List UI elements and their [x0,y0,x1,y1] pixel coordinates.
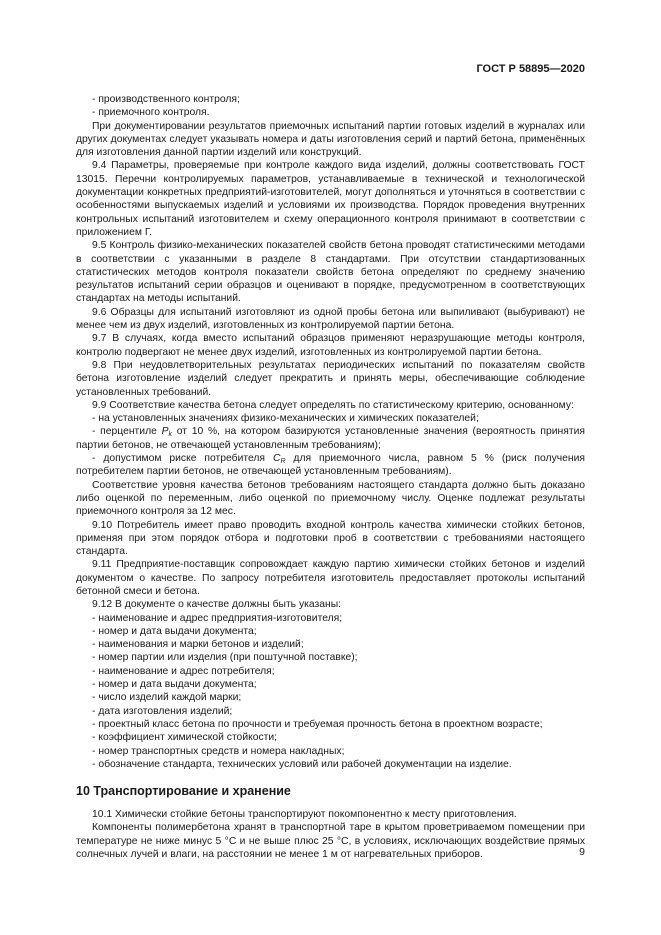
list-item: - дата изготовления изделий; [92,705,233,717]
subscript: k [168,431,172,439]
list-item: - на установленных значениях физико-механических и химических показателей; [92,413,479,425]
paragraph: Компоненты полимербетона хранят в транспортной таре в крытом проветриваемом помещении при температуре не ниже минус 5 °С и не выше плюс 25 °С, в условиях, исключающих воздействие прямых солнечных лучей и влаги, на расстоянии не менее 1 м от нагревательных приборов. [76,822,585,861]
clause-9-10: 9.10 Потребитель имеет право проводить входной контроль качества химически стойких бетонов, применяя при этом порядок отбора и подготовки проб в соответствии с требованиями настоящего стандарта. [76,519,585,558]
paragraph: Соответствие уровня качества бетонов требованиям настоящего стандарта должно быть доказано либо оценкой по переменным, либо оценкой по приемочному числу. Оценке подлежат результаты приемочного контроля за 12 мес. [76,479,585,518]
text: - перцентиле [92,426,162,438]
list-item: - номер партии или изделия (при поштучной поставке); [92,652,358,664]
clause-9-9: 9.9 Соответствие качества бетона следует определять по статистическому критерию, основанному: [92,399,574,411]
document-code-header: ГОСТ Р 58895—2020 [476,63,585,75]
symbol: C [272,453,281,465]
list-item: - наименование и адрес потребителя; [92,665,275,677]
list-item: - номер транспортных средств и номера накладных; [92,745,345,757]
list-item: - производственного контроля; [92,94,240,105]
page-number: 9 [579,846,585,858]
symbol: P [161,426,169,438]
clause-10-1: 10.1 Химически стойкие бетоны транспортируют покомпонентно к месту приготовления. [92,809,517,821]
clause-9-8: 9.8 При неудовлетворительных результатах периодических испытаний по показателям свойств бетона изготовление изделий следует прекратить и принять меры, обеспечивающие соблюдение установленных требований. [76,359,585,398]
text: для приемочного числа, равном 5 % (риск получения потребителем партии бетонов, не отвечающей установленным требованиям). [76,453,585,478]
clause-9-11: 9.11 Предприятие-поставщик сопровождает каждую партию химически стойких бетонов и изделий документом о качестве. По запросу потребителя изготовитель предоставляет протоколы испытаний бетонной смеси и бетона. [76,559,585,597]
list-item: - коэффициент химической стойкости; [92,732,278,744]
list-item: - номер и дата выдачи документа; [92,625,257,637]
list-item: - номер и дата выдачи документа; [92,679,257,691]
clause-9-7: 9.7 В случаях, когда вместо испытаний образцов применяют неразрушающие методы контроля, контролю подвергают не менее двух изделий, изготовленных из контролируемой партии бетона. [76,333,585,358]
subscript: R [280,458,286,466]
list-item: - наименования и марки бетонов и изделий; [92,639,304,651]
list-item-risk [76,452,585,479]
list-item-percentile [76,425,585,452]
clause-9-4: 9.4 Параметры, проверяемые при контроле каждого вида изделий, должны соответствовать ГОСТ 13015. Перечни контролируемых параметров, устанавливаемые в технической и технологической документации конкретных предприятий-изготовителей, могут дополняться и уточняться в соответствии с особенностями выпускаемых изделий и условиями их производства. Порядок проведения внутренних контрольных испытаний изготовителем и схему операционного контроля принимают в соответствии с приложением Г. [76,160,585,238]
clause-9-5: 9.5 Контроль физико-механических показателей свойств бетона проводят статистическими методами в соответствии с указанными в разделе 8 стандартами. При отсутствии стандартизованных статистических методов контроля показатели свойств бетона определяют по среднему значению результатов испытаний серии образцов и оценивают в порядке, предусмотренном в соответствующих стандартах на методы испытаний. [76,240,585,305]
list-item: - обозначение стандарта, технических условий или рабочей документации на изделие. [92,758,512,770]
text: - допустимом риске потребителя [92,453,273,465]
document-body [76,93,585,861]
paragraph: При документировании результатов приемочных испытаний партии готовых изделий в журналах или других документах следует указывать номера и даты изготовления серий и партий бетона, применённых для изготовления данной партии изделий или конструкций. [76,120,585,159]
list-item: - наименование и адрес предприятия-изготовителя; [92,612,343,624]
list-item: - приемочного контроля. [92,107,210,119]
list-item: - число изделий каждой марки; [92,692,242,704]
list-item: - проектный класс бетона по прочности и требуемая прочность бетона в проектном возрасте; [92,718,543,730]
text: от 10 %, на котором базируются установленные значения (вероятность принятия партии бетонов, не отвечающей установленным требованиям); [76,426,585,451]
clause-9-12: 9.12 В документе о качестве должны быть указаны: [92,599,342,611]
clause-9-6: 9.6 Образцы для испытаний изготовляют из одной пробы бетона или выпиливают (выбуривают) не менее чем из двух изделий, изготовленных из контролируемой партии бетона. [76,306,585,332]
section-heading: 10 Транспортирование и хранение [76,784,291,799]
